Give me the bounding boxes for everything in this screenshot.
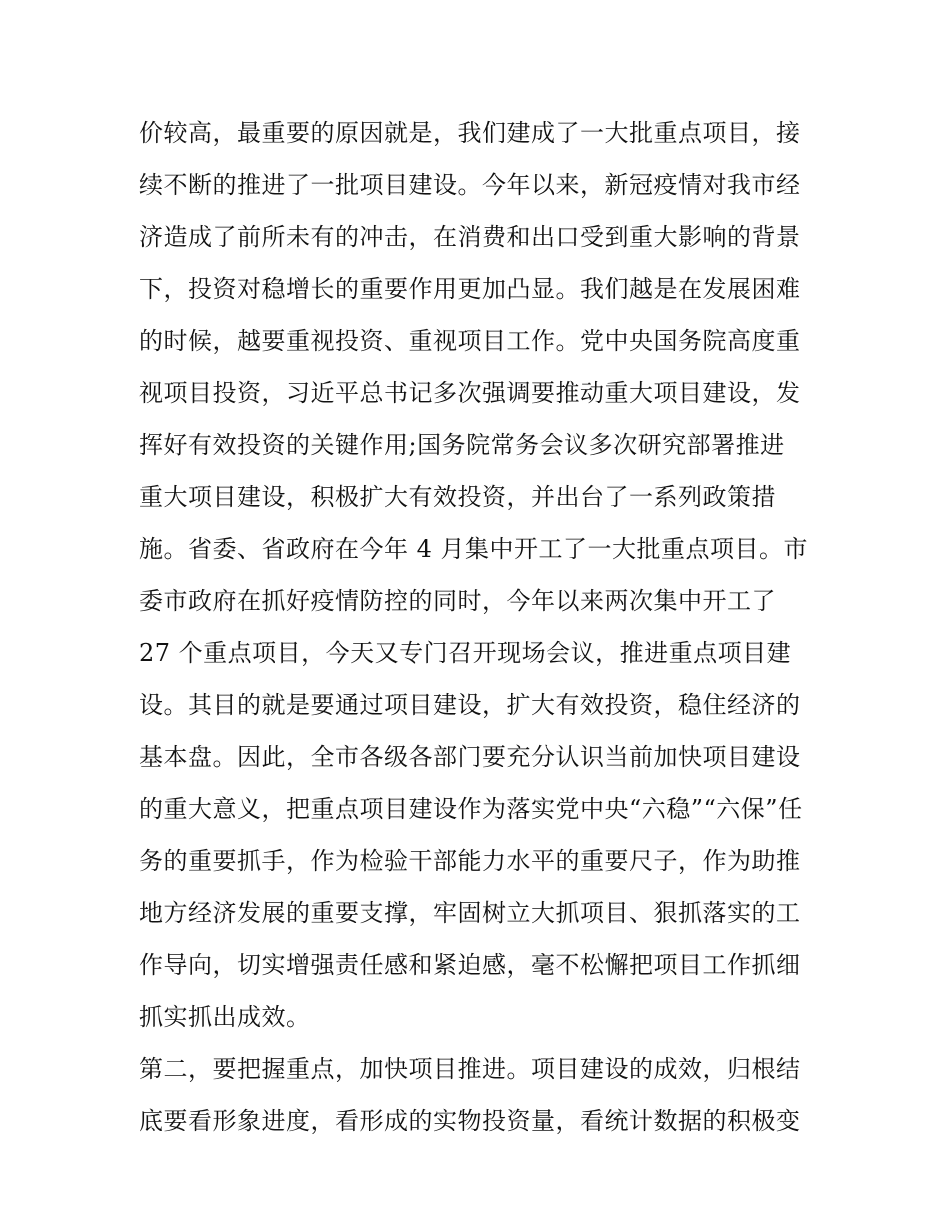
- body-text: [139, 107, 819, 1147]
- text-line: 的重大意义，把重点项目建设作为落实党中央“六稳”“六保”任: [139, 795, 803, 823]
- text-line: 的时候，越要重视投资、重视项目工作。党中央国务院高度重: [139, 327, 801, 355]
- text-line: 挥好有效投资的关键作用;国务院常务会议多次研究部署推进: [139, 431, 785, 459]
- text-line: 设。其目的就是要通过项目建设，扩大有效投资，稳住经济的: [139, 691, 801, 719]
- text-line: 价较高，最重要的原因就是，我们建成了一大批重点项目，接: [139, 119, 801, 147]
- text-line: 下，投资对稳增长的重要作用更加凸显。我们越是在发展困难: [139, 275, 801, 303]
- text-line: 济造成了前所未有的冲击，在消费和出口受到重大影响的背景: [139, 223, 801, 251]
- text-line: 视项目投资，习近平总书记多次强调要推动重大项目建设，发: [139, 379, 801, 407]
- text-line: 务的重要抓手，作为检验干部能力水平的重要尺子，作为助推: [139, 847, 801, 875]
- text-line: 抓实抓出成效。: [139, 1003, 311, 1031]
- text-line: 基本盘。因此，全市各级各部门要充分认识当前加快项目建设: [139, 743, 801, 771]
- text-line: 重大项目建设，积极扩大有效投资，并出台了一系列政策措: [139, 483, 776, 511]
- text-line: 第二，要把握重点，加快项目推进。项目建设的成效，归根结: [139, 1055, 801, 1083]
- text-line: 地方经济发展的重要支撑，牢固树立大抓项目、狠抓落实的工: [139, 899, 801, 927]
- text-line: 作导向，切实增强责任感和紧迫感，毫不松懈把项目工作抓细: [139, 951, 801, 979]
- text-line: 施。省委、省政府在今年 4 月集中开工了一大批重点项目。市: [139, 535, 809, 563]
- text-line: 续不断的推进了一批项目建设。今年以来，新冠疫情对我市经: [139, 171, 801, 199]
- text-line: 底要看形象进度，看形成的实物投资量，看统计数据的积极变: [139, 1107, 801, 1135]
- text-line: 委市政府在抓好疫情防控的同时，今年以来两次集中开工了: [139, 587, 776, 615]
- text-line: 27 个重点项目，今天又专门召开现场会议，推进重点项目建: [139, 639, 792, 667]
